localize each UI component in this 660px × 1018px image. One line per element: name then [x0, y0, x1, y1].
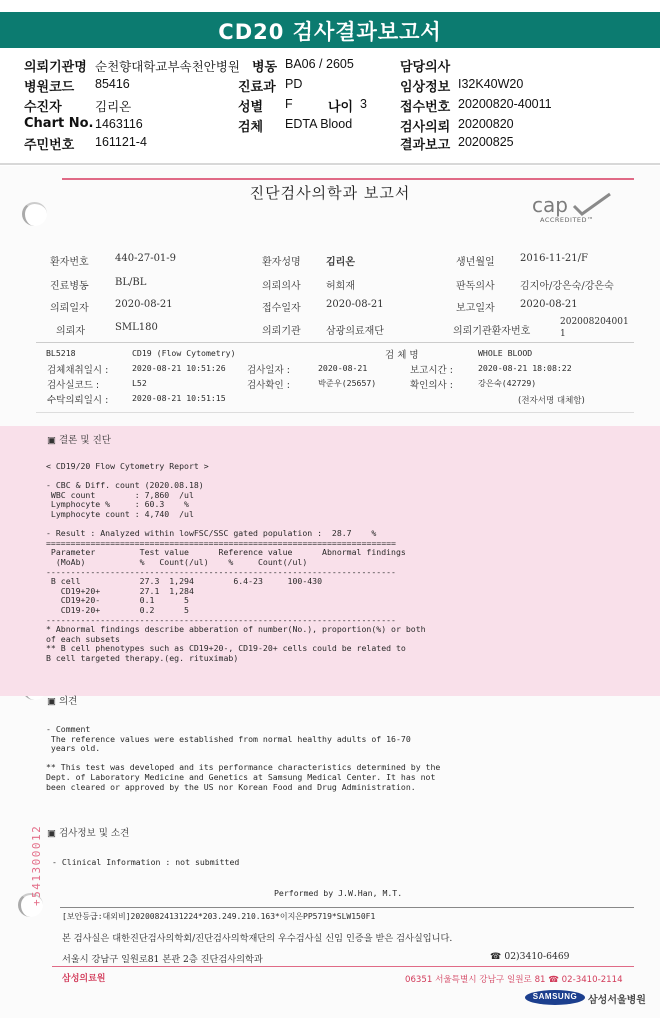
report-line: B cell targeted therapy.(eg. rituximab) [46, 652, 239, 663]
report-title: CD20 검사결과보고서 [218, 20, 442, 44]
report-date-label-2: 보고일자 [456, 303, 495, 314]
confirm-doctor-value: 강은숙(42729) [478, 378, 537, 388]
hospital-code-value: 85416 [95, 77, 130, 91]
section-exam-info: ▣ 검사정보 및 소견 [47, 828, 130, 839]
patient-label: 수진자 [24, 100, 62, 115]
order-date-label: 의뢰일자 [50, 303, 89, 314]
report-date-value: 20200825 [458, 135, 514, 149]
lab-phone: ☎ 02)3410-6469 [490, 951, 570, 962]
institution-label: 의뢰기관명 [24, 60, 87, 75]
section-conclusion: ▣ 결론 및 진단 [47, 435, 111, 446]
ordering-doctor-value: 허희재 [326, 281, 355, 292]
report-time-label: 보고시간 : [410, 365, 453, 376]
report-date-label: 결과보고 [400, 138, 451, 153]
grid-divider [36, 342, 634, 343]
ward-label-2: 진료병동 [50, 281, 89, 292]
opinion-line: The reference values were established from normal healthy adults of 16-70 [46, 733, 411, 744]
collect-label: 검체채취일시 : [47, 365, 109, 376]
hospital-code-label: 병원코드 [24, 80, 75, 95]
report-line: - CBC & Diff. count (2020.08.18) [46, 480, 204, 491]
footer-rule [60, 907, 634, 908]
confirm-label: 검사확인 : [247, 380, 290, 391]
section-divider [36, 412, 634, 413]
collect-value: 2020-08-21 10:51:26 [132, 363, 226, 373]
birth-label: 생년월일 [456, 257, 495, 268]
receipt-date-value: 2020-08-21 [326, 299, 384, 310]
inst-patient-no-value: 202008204001 [560, 317, 629, 327]
lab-code-value: L52 [132, 378, 147, 388]
clinical-info-text: - Clinical Information : not submitted [52, 857, 240, 867]
test-code: BL5218 [46, 348, 76, 358]
report-line: B cell 27.3 1,294 6.4-23 100-430 [46, 576, 323, 587]
report-line: ======================================================================= [46, 537, 396, 548]
receive-value: 2020-08-21 10:51:15 [132, 393, 226, 403]
report-line: * Abnormal findings describe abberation of number(No.), proportion(%) or both [46, 624, 426, 635]
report-title-bar [0, 12, 660, 48]
specimen-name-value: WHOLE BLOOD [478, 348, 533, 358]
report-line: CD19-20+ 0.2 5 [46, 604, 189, 615]
cap-accredited-logo [530, 190, 620, 226]
report-line: of each subsets [46, 633, 120, 644]
opinion-line: - Comment [46, 724, 91, 734]
opinion-line: years old. [46, 743, 101, 754]
specimen-label: 검체 [238, 120, 264, 135]
reading-doctor-label: 판독의사 [456, 281, 495, 292]
requesting-inst-label: 의뢰기관 [262, 326, 301, 337]
ward-value: BA06 / 2605 [285, 57, 354, 71]
report-date-value-2: 2020-08-21 [520, 299, 578, 310]
report-line: WBC count : 7,860 /ul [46, 489, 194, 500]
sex-value: F [285, 97, 293, 111]
receipt-value: 20200820-40011 [458, 97, 552, 111]
report-line: (MoAb) % Count(/ul) % Count(/ul) [46, 556, 308, 567]
chart-value: 1463116 [95, 117, 143, 131]
report-line: - Result : Analyzed within lowFSC/SSC gated population : 28.7 % [46, 528, 377, 539]
receipt-date-label: 접수일자 [262, 303, 301, 314]
opinion-line: ** This test was developed and its performance characteristics determined by the [46, 762, 441, 773]
doctor-label: 담당의사 [400, 60, 451, 75]
ordering-doctor-label: 의뢰의사 [262, 281, 301, 292]
inst-patient-no-value-2: 1 [560, 329, 566, 339]
institution-value: 순천향대학교부속천안병원 [95, 60, 240, 74]
report-text-block [46, 462, 426, 663]
samsung-wordmark: SAMSUNG [532, 992, 578, 1001]
report-line: ----------------------------------------------------------------------- [46, 566, 396, 577]
age-value: 3 [360, 97, 367, 111]
specimen-value: EDTA Blood [285, 117, 353, 131]
report-line: CD19+20+ 27.1 1,284 [46, 585, 194, 596]
inst-patient-no-label: 의뢰기관환자번호 [453, 326, 531, 337]
test-date-label: 검사일자 : [247, 365, 290, 376]
requester-value: SML180 [115, 322, 158, 333]
test-name: CD19 (Flow Cytometry) [132, 348, 236, 358]
report-line: ** B cell phenotypes such as CD19+20-, CD19-20+ cells could be related to [46, 643, 406, 654]
dept-value: PD [285, 77, 303, 91]
opinion-line: been cleared or approved by the US nor Korean Food and Drug Administration. [46, 781, 416, 792]
report-line: ----------------------------------------------------------------------- [46, 614, 396, 625]
footer-red-rule [52, 966, 634, 967]
requester-label: 의뢰자 [56, 326, 85, 337]
birth-value: 2016-11-21/F [520, 253, 588, 264]
lab-code-label: 검사실코드 : [47, 380, 100, 391]
confirm-doctor-label: 확인의사 : [410, 380, 453, 391]
specimen-name-label: 검 체 명 [385, 350, 419, 361]
receive-label: 수탁의뢰일시 : [47, 395, 109, 406]
test-date-value: 2020-08-21 [318, 363, 368, 373]
esign-note: (전자서명 대체함) [518, 396, 585, 406]
report-line: Lymphocyte % : 60.3 % [46, 499, 189, 510]
patient-no-value: 440-27-01-9 [115, 253, 177, 264]
patient-value: 김리온 [95, 100, 132, 114]
security-line: [보안등급:대외비]20200824131224*203.249.210.163*이지은PP5719*SLW150F1 [62, 912, 376, 921]
ward-label: 병동 [252, 60, 278, 75]
svg-text:ACCREDITED™: ACCREDITED™ [540, 216, 595, 224]
dept-label: 진료과 [238, 80, 276, 95]
chart-label: Chart No. [24, 116, 94, 131]
top-red-rule [62, 178, 634, 180]
opinion-text-block [46, 725, 440, 792]
request-value: 20200820 [458, 117, 514, 131]
smc-name: 삼성서울병원 [588, 995, 646, 1006]
sex-label: 성별 [238, 100, 264, 115]
reading-doctor-value: 김지아/강은숙/강은숙 [520, 281, 614, 292]
order-date-value: 2020-08-21 [115, 299, 173, 310]
patient-name-value: 김리온 [326, 257, 355, 268]
binder-hole-icon [22, 202, 47, 226]
header-divider [0, 163, 660, 165]
request-label: 검사의뢰 [400, 120, 451, 135]
rrn-label: 주민번호 [24, 138, 75, 153]
confirm-value: 박준우(25657) [318, 378, 377, 388]
side-serial-number: +541300012 [30, 824, 43, 906]
samsung-logo-icon [525, 990, 585, 1005]
clinical-label: 임상정보 [400, 80, 451, 95]
receipt-label: 접수번호 [400, 100, 451, 115]
report-time-value: 2020-08-21 18:08:22 [478, 363, 572, 373]
patient-name-label: 환자성명 [262, 257, 301, 268]
age-label: 나이 [328, 100, 354, 115]
requesting-inst-value: 삼광의료재단 [326, 326, 384, 337]
svg-text:cap: cap [532, 193, 568, 217]
lab-address: 서울시 강남구 일원로81 본관 2층 진단검사의학과 [62, 954, 263, 965]
performed-by: Performed by J.W.Han, M.T. [274, 888, 403, 898]
clinical-value: I32K40W20 [458, 77, 524, 91]
patient-no-label: 환자번호 [50, 257, 89, 268]
section-opinion: ▣ 의견 [47, 696, 78, 707]
rrn-value: 161121-4 [95, 135, 147, 149]
cap-logo-icon [530, 190, 620, 226]
report-line: Lymphocyte count : 4,740 /ul [46, 508, 194, 519]
report-line: Parameter Test value Reference value Abnormal findings [46, 547, 406, 558]
certification-text: 본 검사실은 대한진단검사의학회/진단검사의학재단의 우수검사실 신임 인증을 받은 검사실입니다. [62, 933, 453, 944]
ward-value-2: BL/BL [115, 277, 147, 288]
opinion-line: Dept. of Laboratory Medicine and Genetics at Samsung Medical Center. It has not [46, 771, 436, 782]
footer-address: 06351 서울특별시 강남구 일원로 81 ☎ 02-3410-2114 [405, 975, 623, 985]
report-line: < CD19/20 Flow Cytometry Report > [46, 461, 209, 471]
report-line: CD19+20- 0.1 5 [46, 595, 189, 606]
footer-org-name: 삼성의료원 [62, 974, 106, 984]
document-title: 진단검사의학과 보고서 [249, 184, 411, 202]
